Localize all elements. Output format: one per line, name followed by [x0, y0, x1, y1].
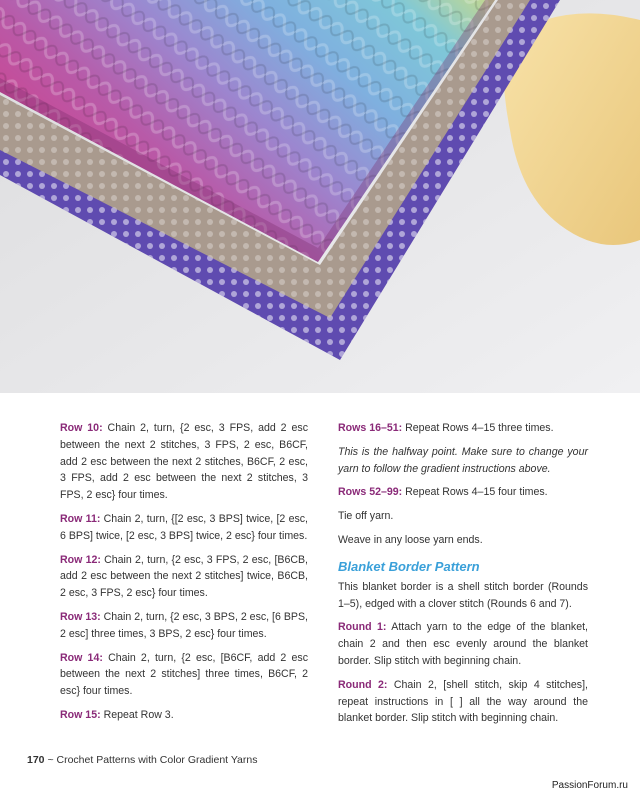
- weave-in: Weave in any loose yarn ends.: [338, 533, 483, 546]
- footer-separator: ~: [47, 754, 54, 766]
- tie-off: Tie off yarn.: [338, 510, 394, 523]
- row-11: Row 11: Chain 2, turn, {[2 esc, 3 BPS] twice, [2 esc, 6 BPS] twice, [2 esc, 3 BPS] twice, 2 esc} four times.: [60, 512, 308, 542]
- rows-16-51: Rows 16–51: Repeat Rows 4–15 three times.: [338, 422, 554, 434]
- halfway-note: This is the halfway point. Make sure to change your yarn to follow the gradient instructions above.: [338, 445, 588, 475]
- border-intro: This blanket border is a shell stitch border (Rounds 1–5), edged with a clover stitch (Rounds 6 and 7).: [338, 580, 588, 610]
- row-12: Row 12: Chain 2, turn, {2 esc, 3 FPS, 2 esc, [B6CB, add 2 esc between the next 2 stitches] twice, B6CB, 2 esc, 3 FPS, 2 esc} four times.: [60, 553, 308, 600]
- book-title: Crochet Patterns with Color Gradient Yarns: [56, 754, 258, 766]
- round-2: Round 2: Chain 2, [shell stitch, skip 4 stitches], repeat instructions in [ ] all the way around the blanket border. Slip stitch with beginning chain.: [338, 678, 588, 725]
- row-15: Row 15: Repeat Row 3.: [60, 708, 174, 721]
- left-column: [60, 420, 308, 731]
- row-13: Row 13: Chain 2, turn, {2 esc, 3 BPS, 2 esc, [6 BPS, 2 esc] three times, 3 BPS, 2 esc} four times.: [60, 610, 308, 640]
- watermark: PassionForum.ru: [551, 780, 628, 791]
- rows-52-99: Rows 52–99: Repeat Rows 4–15 four times.: [338, 486, 548, 499]
- section-title: Blanket Border Pattern: [338, 558, 480, 574]
- blanket-photo: [0, 0, 640, 393]
- row-10: Row 10: Chain 2, turn, {2 esc, 3 FPS, add 2 esc between the next 2 stitches, 3 FPS, 2 esc, B6CF, add 2 esc between the next 2 stitches, B6CF, 2 esc, 3 FPS, add 2 esc between the next 2 stitches, 3 FPS, 2 esc} four times.: [60, 422, 308, 502]
- right-column: [338, 420, 588, 734]
- page-footer: [27, 754, 257, 766]
- row-14: Row 14: Chain 2, turn, {2 esc, [B6CF, add 2 esc between the next 2 stitches] three times, B6CF, 2 esc} four times.: [60, 651, 309, 698]
- round-1: Round 1: Attach yarn to the edge of the blanket, chain 2 and then esc evenly around the blanket border. Slip stitch with beginning chain.: [338, 621, 588, 667]
- page-number: 170: [27, 754, 45, 766]
